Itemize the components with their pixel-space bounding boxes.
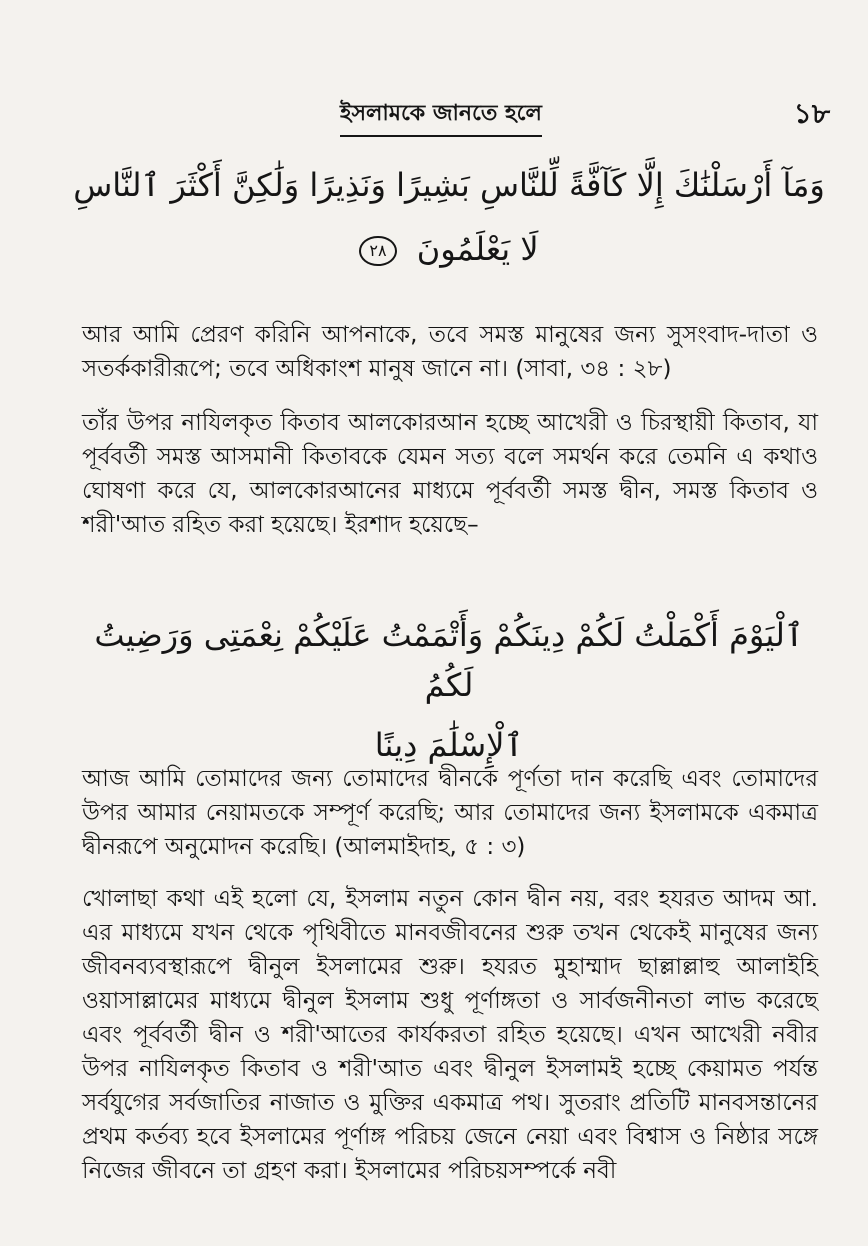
quran-verse-1-line-1: وَمَآ أَرْسَلْنَٰكَ إِلَّا كَآفَّةً لِّلنَّاسِ بَشِيرًا وَنَذِيرًا وَلَٰكِنَّ أَكْثَرَ ٱلنَّاسِ <box>73 166 825 204</box>
page-number: ১৮ <box>793 97 830 130</box>
running-title: ইসলামকে জানতে হলে <box>340 96 542 137</box>
quran-verse-2 <box>70 610 828 770</box>
paragraph-2 <box>82 882 818 1188</box>
quran-verse-1-line-2: لَا يَعْلَمُونَ <box>416 230 539 268</box>
quran-verse-1 <box>70 160 828 274</box>
paragraph-1-text: তাঁর উপর নাযিলকৃত কিতাব আলকোরআন হচ্ছে আখেরী ও চিরস্থায়ী কিতাব, যা পূর্ববর্তী সমস্ত আসমানী কিতাবকে যেমন সত্য বলে সমর্থন করে তেমনি এ কথাও ঘোষণা করে যে, আলকোরআনের মাধ্যমে পূর্ববর্তী সমস্ত দ্বীন, সমস্ত কিতাব ও শরী'আত রহিত করা হয়েছে। ইরশাদ হয়েছে– <box>82 410 818 538</box>
quran-verse-1-line-2-wrap <box>70 224 828 274</box>
translation-2 <box>82 762 818 864</box>
translation-2-text: আজ আমি তোমাদের জন্য তোমাদের দ্বীনকে পূর্ণতা দান করেছি এবং তোমাদের উপর আমার নেয়ামতকে সম্পূর্ণ করেছি; আর তোমাদের জন্য ইসলামকে একমাত্র দ্বীনরূপে অনুমোদন করেছি। (আলমাইদাহ, ৫ : ৩) <box>82 766 818 860</box>
quran-verse-2-line-2: ٱلْإِسْلَٰمَ دِينًا <box>374 726 524 764</box>
page-header <box>70 92 838 132</box>
paragraph-1 <box>82 406 818 542</box>
translation-1-text: আর আমি প্রেরণ করিনি আপনাকে, তবে সমস্ত মানুষের জন্য সুসংবাদ-দাতা ও সতর্ককারীরূপে; তবে অধিকাংশ মানুষ জানে না। (সাবা, ৩৪ : ২৮) <box>82 322 818 382</box>
translation-1 <box>82 318 818 386</box>
ayah-number-marker: ٢٨ <box>359 236 396 266</box>
paragraph-2-text: খোলাছা কথা এই হলো যে, ইসলাম নতুন কোন দ্বীন নয়, বরং হযরত আদম আ. এর মাধ্যমে যখন থেকে পৃথিবীতে মানবজীবনের শুরু তখন থেকেই মানুষের জন্য জীবনব্যবস্থারূপে দ্বীনুল ইসলামের শুরু। হযরত মুহাম্মাদ ছাল্লাল্লাহু আলাইহি ওয়াসাল্লামের মাধ্যমে দ্বীনুল ইসলাম শুধু পূর্ণাঙ্গতা ও সার্বজনীনতা লাভ করেছে এবং পূর্ববর্তী দ্বীন ও শরী'আতের কার্যকরতা রহিত হয়েছে। এখন আখেরী নবীর উপর নাযিলকৃত কিতাব ও শরী'আত এবং দ্বীনুল ইসলামই হচ্ছে কেয়ামত পর্যন্ত সর্বযুগের সর্বজাতির নাজাত ও মুক্তির একমাত্র পথ। সুতরাং প্রতিটি মানবসন্তানের প্রথম কর্তব্য হবে ইসলামের পূর্ণাঙ্গ পরিচয় জেনে নেয়া এবং বিশ্বাস ও নিষ্ঠার সঙ্গে নিজের জীবনে তা গ্রহণ করা। ইসলামের পরিচয়সম্পর্কে নবী <box>82 886 818 1184</box>
quran-verse-2-line-1: ٱلْيَوْمَ أَكْمَلْتُ لَكُمْ دِينَكُمْ وَأَتْمَمْتُ عَلَيْكُمْ نِعْمَتِى وَرَضِيتُ لَكُمُ <box>94 616 804 704</box>
